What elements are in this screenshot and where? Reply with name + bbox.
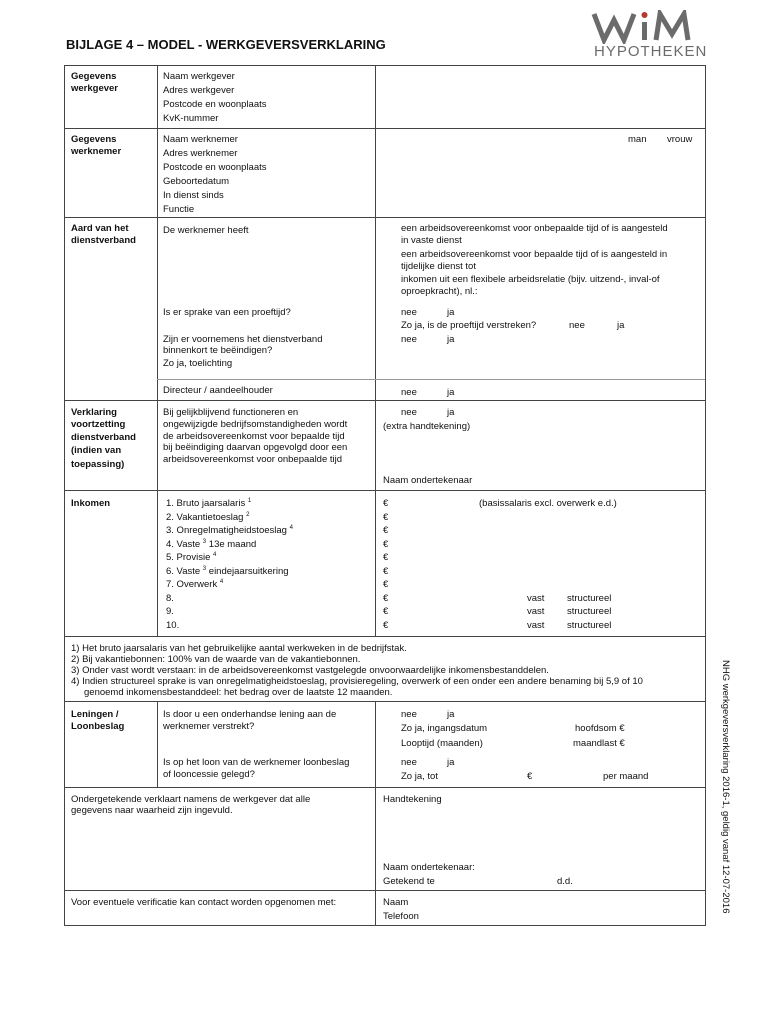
verklaring-text: ongewijzigde bedrijfsomstandigheden wordt bbox=[163, 419, 348, 430]
proeftijd-ja[interactable]: ja bbox=[447, 307, 455, 318]
werkgever-field: Adres werkgever bbox=[163, 85, 235, 96]
werknemer-field: Functie bbox=[163, 204, 195, 215]
page-title: BIJLAGE 4 – MODEL - WERKGEVERSVERKLARING bbox=[66, 37, 386, 52]
loonbeslag-euro: € bbox=[527, 771, 533, 782]
leningen-label-2: Loonbeslag bbox=[71, 721, 125, 732]
lening-ja[interactable]: ja bbox=[447, 709, 455, 720]
werknemer-label-2: werknemer bbox=[71, 146, 122, 157]
structureel-option[interactable]: structureel bbox=[567, 592, 612, 604]
werkgever-field: Postcode en woonplaats bbox=[163, 99, 267, 110]
verklaring-label: dienstverband bbox=[71, 432, 136, 443]
dienstverband-label-1: Aard van het bbox=[71, 223, 129, 234]
footnote: 2) Bij vakantiebonnen: 100% van de waarde van de vakantiebonnen. bbox=[71, 654, 361, 665]
ondertekening-text: Ondergetekende verklaart namens de werkgever dat alle bbox=[71, 794, 311, 805]
werknemer-field: In dienst sinds bbox=[163, 190, 224, 201]
verklaring-text: arbeidsovereenkomst voor onbepaalde tijd bbox=[163, 454, 343, 465]
werknemer-heeft: De werknemer heeft bbox=[163, 225, 249, 236]
verklaring-naam-ondertekenaar: Naam ondertekenaar bbox=[383, 475, 473, 486]
footnote: 4) Indien structureel sprake is van onregelmatigheidstoeslag, provisieregeling, overwerk of een onder een andere benaming bij 5,9 of 10 bbox=[71, 676, 643, 687]
inkomen-label: Inkomen bbox=[71, 498, 111, 509]
inkomen-item: 7. Overwerk $^4$ bbox=[166, 579, 224, 590]
werkgever-label-2: werkgever bbox=[71, 83, 119, 94]
euro-sign: € bbox=[383, 552, 389, 563]
euro-sign: € bbox=[383, 592, 389, 604]
directeur: Directeur / aandeelhouder bbox=[163, 385, 273, 396]
logo-text: HYPOTHEKEN bbox=[594, 43, 708, 60]
option-bepaalde-tijd[interactable]: een arbeidsovereenkomst voor bepaalde tijd of is aangesteld in bbox=[401, 249, 668, 260]
option-bepaalde-tijd-cont: tijdelijke dienst tot bbox=[401, 261, 476, 272]
footnote: 1) Het bruto jaarsalaris van het gebruikelijke aantal werkweken in de bedrijfstak. bbox=[71, 643, 407, 654]
logo-mark bbox=[590, 10, 710, 44]
euro-sign: € bbox=[383, 498, 389, 509]
verificatie-telefoon: Telefoon bbox=[383, 911, 419, 922]
option-onbepaalde-tijd[interactable]: een arbeidsovereenkomst voor onbepaalde tijd of is aangesteld bbox=[401, 223, 668, 234]
werknemer-field: Adres werknemer bbox=[163, 148, 238, 159]
lening-nee[interactable]: nee bbox=[401, 709, 417, 720]
toelichting: Zo ja, toelichting bbox=[163, 358, 233, 369]
lening-question-cont: werknemer verstrekt? bbox=[163, 721, 255, 732]
werkgever-field: Naam werkgever bbox=[163, 71, 235, 82]
datum: d.d. bbox=[557, 876, 573, 887]
footnote: genoemd inkomensbestanddeel: het bedrag over de laatste 12 maanden. bbox=[84, 687, 393, 698]
euro-sign: € bbox=[383, 565, 389, 577]
verklaring-label: toepassing) bbox=[71, 459, 125, 470]
option-onbepaalde-tijd-cont: in vaste dienst bbox=[401, 235, 462, 246]
beeindigen-question: Zijn er voornemens het dienstverband bbox=[163, 334, 323, 345]
footnote: 3) Onder vast wordt verstaan: in de arbeidsovereenkomst vastgelegde onvoorwaardelijke inkomensbestanddelen. bbox=[71, 665, 549, 676]
werknemer-field: Postcode en woonplaats bbox=[163, 162, 267, 173]
directeur-nee[interactable]: nee bbox=[401, 387, 417, 398]
vast-option[interactable]: vast bbox=[527, 606, 545, 617]
beeindigen-question-cont: binnenkort te beëindigen? bbox=[163, 345, 273, 356]
extra-handtekening: (extra handtekening) bbox=[383, 421, 471, 432]
verificatie-naam: Naam bbox=[383, 897, 409, 908]
werknemer-label-1: Gegevens bbox=[71, 134, 117, 145]
verklaring-text: bij beëindiging daarvan opgevolgd door een bbox=[163, 442, 348, 453]
option-man[interactable]: man bbox=[628, 134, 647, 145]
inkomen-item: 6. Vaste $^3$ eindejaarsuitkering bbox=[166, 565, 289, 577]
leningen-label-1: Leningen / bbox=[71, 709, 119, 720]
proeftijd-nee[interactable]: nee bbox=[401, 307, 417, 318]
verstreken-ja[interactable]: ja bbox=[617, 320, 625, 331]
beeindigen-ja[interactable]: ja bbox=[447, 334, 455, 345]
euro-sign: € bbox=[383, 619, 389, 631]
zo-ja-tot: Zo ja, tot bbox=[401, 771, 438, 782]
lening-question: Is door u een onderhandse lening aan de bbox=[163, 709, 337, 720]
verklaring-label: Verklaring bbox=[71, 407, 117, 418]
inkomen-item: 9. bbox=[166, 606, 174, 617]
option-vrouw[interactable]: vrouw bbox=[667, 134, 693, 145]
proeftijd-question: Is er sprake van een proeftijd? bbox=[163, 307, 291, 318]
ingangsdatum: Zo ja, ingangsdatum bbox=[401, 723, 488, 734]
euro-sign: € bbox=[383, 538, 389, 550]
verificatie-text: Voor eventuele verificatie kan contact worden opgenomen met: bbox=[71, 897, 337, 908]
structureel-option[interactable]: structureel bbox=[567, 606, 612, 617]
directeur-ja[interactable]: ja bbox=[447, 387, 455, 398]
vast-option[interactable]: vast bbox=[527, 619, 545, 631]
handtekening: Handtekening bbox=[383, 794, 442, 805]
side-note: NHG werkgeversverklaring 2016-1, geldig vanaf 12-07-2016 bbox=[720, 660, 731, 914]
beeindigen-nee[interactable]: nee bbox=[401, 334, 417, 345]
inkomen-item: 1. Bruto jaarsalaris $^1$ bbox=[166, 498, 252, 509]
maandlast: maandlast € bbox=[573, 738, 625, 749]
inkomen-item: 3. Onregelmatigheidstoeslag $^4$ bbox=[166, 525, 293, 536]
verstreken-nee[interactable]: nee bbox=[569, 320, 585, 331]
werknemer-field: Naam werknemer bbox=[163, 134, 238, 145]
ondertekening-text-cont: gegevens naar waarheid zijn ingevuld. bbox=[71, 805, 233, 816]
loonbeslag-question: Is op het loon van de werknemer loonbeslag bbox=[163, 757, 350, 768]
werknemer-field: Geboortedatum bbox=[163, 176, 230, 187]
werkgever-field: KvK-nummer bbox=[163, 113, 219, 124]
loonbeslag-nee[interactable]: nee bbox=[401, 757, 417, 768]
option-flexibel[interactable]: inkomen uit een flexibele arbeidsrelatie (bijv. uitzend-, inval-of bbox=[401, 274, 660, 285]
euro-sign: € bbox=[383, 525, 389, 536]
getekend-te: Getekend te bbox=[383, 876, 435, 887]
loonbeslag-question-cont: of looncessie gelegd? bbox=[163, 769, 255, 780]
option-flexibel-cont: oproepkracht), nl.: bbox=[401, 286, 478, 297]
euro-sign: € bbox=[383, 511, 389, 523]
inkomen-item: 5. Provisie $^4$ bbox=[166, 552, 217, 563]
werkgever-label-1: Gegevens bbox=[71, 71, 117, 82]
proeftijd-verstreken: Zo ja, is de proeftijd verstreken? bbox=[401, 320, 537, 331]
inkomen-item: 4. Vaste $^3$ 13e maand bbox=[166, 538, 257, 550]
hoofdsom: hoofdsom € bbox=[575, 723, 625, 734]
vast-option[interactable]: vast bbox=[527, 592, 545, 604]
euro-sign: € bbox=[383, 606, 389, 617]
verklaring-nee[interactable]: nee bbox=[401, 407, 417, 418]
logo bbox=[590, 10, 710, 60]
naam-ondertekenaar: Naam ondertekenaar: bbox=[383, 862, 475, 873]
verklaring-label: voortzetting bbox=[71, 419, 126, 430]
verklaring-text: Bij gelijkblijvend functioneren en bbox=[163, 407, 299, 418]
per-maand: per maand bbox=[603, 771, 649, 782]
verklaring-ja[interactable]: ja bbox=[447, 407, 455, 418]
loonbeslag-ja[interactable]: ja bbox=[447, 757, 455, 768]
inkomen-item: 8. bbox=[166, 592, 174, 604]
verklaring-text: de arbeidsovereenkomst voor bepaalde tijd bbox=[163, 431, 345, 442]
inkomen-item: 2. Vakantietoeslag $^2$ bbox=[166, 511, 250, 523]
euro-sign: € bbox=[383, 579, 389, 590]
inkomen-item: 10. bbox=[166, 619, 180, 631]
looptijd: Looptijd (maanden) bbox=[401, 738, 483, 749]
verklaring-label: (indien van bbox=[71, 445, 122, 456]
basissalaris-note: (basissalaris excl. overwerk e.d.) bbox=[479, 498, 617, 509]
dienstverband-label-2: dienstverband bbox=[71, 235, 136, 246]
structureel-option[interactable]: structureel bbox=[567, 619, 612, 631]
